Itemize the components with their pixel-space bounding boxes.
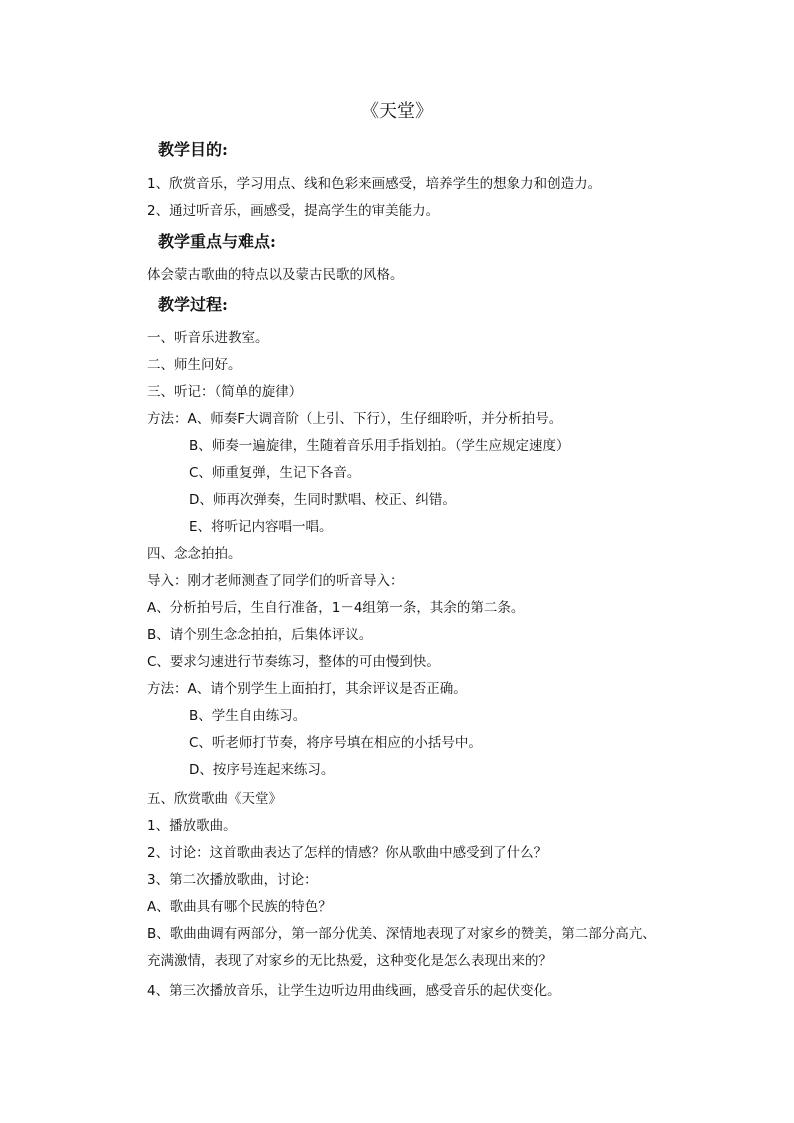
process-line: 1、播放歌曲。 [147, 818, 237, 834]
process-line: 3、第二次播放歌曲，讨论： [147, 872, 318, 888]
process-line: A、分析拍号后，生自行准备，1－4组第一条，其余的第二条。 [147, 600, 525, 616]
objectives-heading: 教学目的: [158, 140, 228, 159]
process-line: B、师奏一遍旋律，生随着音乐用手指划拍。（学生应规定速度） [189, 438, 570, 454]
key-points-heading: 教学重点与难点: [158, 232, 276, 251]
process-line: B、学生自由练习。 [189, 708, 307, 724]
process-line: A、歌曲具有哪个民族的特色？ [147, 899, 332, 915]
process-heading: 教学过程: [158, 295, 228, 314]
process-line: 4、第三次播放音乐，让学生边听边用曲线画，感受音乐的起伏变化。 [147, 983, 561, 999]
process-line: C、听老师打节奏，将序号填在相应的小括号中。 [189, 735, 482, 751]
process-line: 方法：A、请个别学生上面拍打，其余评议是否正确。 [147, 681, 467, 697]
key-points-text: 体会蒙古歌曲的特点以及蒙古民歌的风格。 [147, 267, 404, 283]
process-line: 2、讨论：这首歌曲表达了怎样的情感？你从歌曲中感受到了什么？ [147, 845, 548, 861]
process-line: B、请个别生念念拍拍，后集体评议。 [147, 627, 373, 643]
process-line: 充满激情，表现了对家乡的无比热爱，这种变化是怎么表现出来的？ [147, 953, 552, 969]
process-line: E、将听记内容唱一唱。 [189, 519, 333, 535]
document-title: 《天堂》 [361, 101, 433, 122]
process-line: 导入：刚才老师测查了同学们的听音导入： [147, 573, 404, 589]
process-line: 三、听记：（简单的旋律） [147, 384, 303, 400]
process-line: 一、听音乐进教室。 [147, 330, 269, 346]
process-line: C、师重复弹，生记下各音。 [189, 465, 361, 481]
process-line: 二、师生问好。 [147, 357, 242, 373]
objective-item-1: 1、欣赏音乐，学习用点、线和色彩来画感受，培养学生的想象力和创造力。 [147, 176, 602, 192]
process-line: 方法：A、师奏F大调音阶（上引、下行），生仔细聆听，并分析拍号。 [147, 411, 563, 427]
process-line: 四、念念拍拍。 [147, 546, 242, 562]
process-line: D、按序号连起来练习。 [189, 762, 335, 778]
process-line: B、歌曲曲调有两部分，第一部分优美、深情地表现了对家乡的赞美，第二部分高亢、 [147, 926, 656, 942]
objective-item-2: 2、通过听音乐，画感受，提高学生的审美能力。 [147, 203, 440, 219]
process-line: D、师再次弹奏，生同时默唱、校正、纠错。 [189, 492, 456, 508]
process-line: 五、欣赏歌曲《天堂》 [147, 791, 282, 807]
process-line: C、要求匀速进行节奏练习，整体的可由慢到快。 [147, 654, 440, 670]
